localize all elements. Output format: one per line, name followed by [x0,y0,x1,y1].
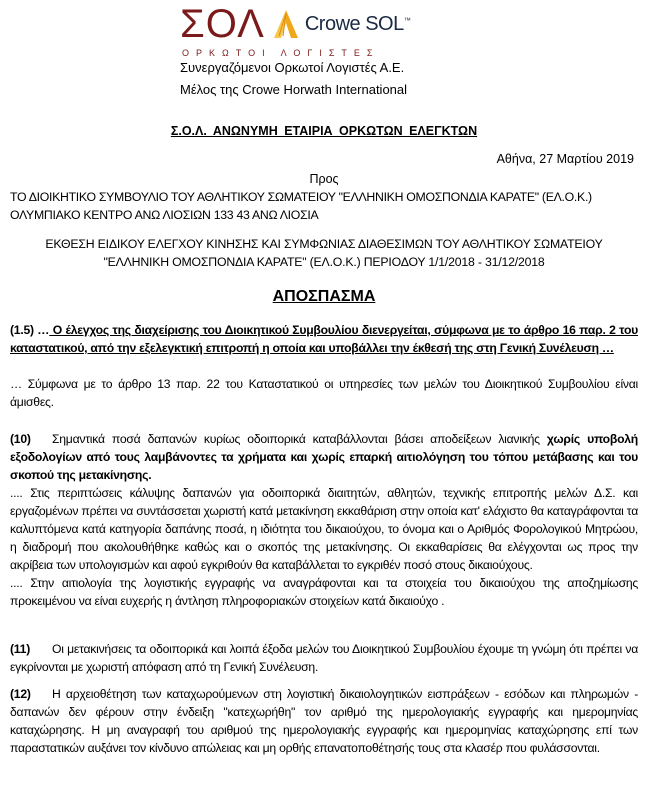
section-10-recommendation: .... Στις περιπτώσεις κάλυψης δαπανών για οδοιπορικά διαιτητών, αθλητών, τεχνικής επιτροπής μελών Δ.Σ. και εργαζομένων πρέπει να συντάσσεται χωριστή κατά μετακίνηση εκκαθάριση στην οποία κατ' ελάχιστο θα καταγράφονται τα καλυπτόμενα κατά κατηγορία δαπάνης ποσά, η ιδιότητα του δικαιούχου, το όνομα και ο Αριθμός Φορολογικού Μητρώου, η διαδρομή που ακολουθήθηκε καθώς και ο σκοπός της μετακίνησης. Οι εκκαθαρίσεις θα ελέγχονται ως προς την ακρίβεια των υπολογισμών και αφού εγκριθούν θα καταβάλλεται το εγκριθέν ποσό στους δικαιούχους. [10,486,638,572]
recipient-line-2: ΟΛΥΜΠΙΑΚΟ ΚΕΝΤΡΟ ΑΝΩ ΛΙΟΣΙΩΝ 133 43 ΑΝΩ ΛΙΟΣΙΑ [10,208,319,222]
section-emphasis: χωρίς υποβολή εξοδολογίων από τους λαμβάνοντες τα χρήματα και χωρίς επαρκή αιτιολόγηση του τόπου μετάβασης και του σκοπού της μετακίνησης. [10,432,638,482]
section-number: (1.5) … [10,323,50,337]
section-11 [10,640,638,676]
section-text: Οι μετακινήσεις τα οδοιπορικά και λοιπά έξοδα μελών του Διοικητικού Συμβουλίου έχουμε τη γνώμη ότι πρέπει να εγκρίνονται με χωριστή απόφαση από τη Γενική Συνέλευση. [10,642,638,674]
crowe-sol-brand [305,13,410,36]
section-number: (10) [10,432,31,446]
section-10 [10,430,638,610]
section-1-5 [10,321,638,357]
section-number: (12) [10,687,31,701]
section-number: (11) [10,642,31,656]
to-label: Προς [309,172,339,186]
section-emphasis: Ο έλεγχος της διαχείρισης του Διοικητικού Συμβουλίου διενεργείται, σύμφωνα με το άρθρο 16 παρ. 2 του καταστατικού, από την εξελεγκτική επιτροπή η οποία και υποβάλλει την έκθεσή της στη Γενική Συνέλευση … [10,323,638,355]
section-text: Η αρχειοθέτηση των καταχωρούμενων στη λογιστική δικαιολογητικών εισπράξεων - εσόδων και πληρωμών - δαπανών δεν φέρουν στην ένδειξη "κατεχωρήθη" τον αριθμό της ημερολογιακής εγγραφής και ημερομηνίας καταχώρησης. Η μη αναγραφή του αριθμού της ημερολογιακής εγγραφής και ημερομηνίας καταχώρησης επί των παραστατικών αυξάνει τον κίνδυνο απώλειας και μη ορθής επανατοποθέτησής τους στα κλασέρ που φυλάσσονται. [10,687,638,755]
report-title-line-1: ΕΚΘΕΣΗ ΕΙΔΙΚΟΥ ΕΛΕΓΧΟΥ ΚΙΝΗΣΗΣ ΚΑΙ ΣΥΜΦΩΝΙΑΣ ΔΙΑΘΕΣΙΜΩΝ ΤΟΥ ΑΘΛΗΤΙΚΟΥ ΣΩΜΑΤΕΙΟΥ [45,237,603,251]
company-logo [180,4,410,44]
brand-tm: ™ [403,16,411,24]
brand-text: Crowe SOL [304,12,404,35]
section-10-note: .... Στην αιτιολογία της λογιστικής εγγραφής να αναγράφονται και τα στοιχεία του δικαιούχου της αποζημίωσης προκειμένου να είναι ευχερής η άντληση πληροφοριακών στοιχείων κατά δικαιούχο . [10,576,638,608]
company-title: Σ.Ο.Λ. ΑΝΩΝΥΜΗ ΕΤΑΙΡΙΑ ΟΡΚΩΤΩΝ ΕΛΕΓΚΤΩΝ [170,124,478,138]
crowe-mark-icon [273,9,299,39]
firm-membership: Μέλος της Crowe Horwath International [180,82,408,97]
firm-name: Συνεργαζόμενοι Ορκωτοί Λογιστές Α.Ε. [180,60,405,75]
report-title-line-2: "ΕΛΛΗΝΙΚΗ ΟΜΟΣΠΟΝΔΙΑ ΚΑΡΑΤΕ" (ΕΛ.Ο.Κ.) ΠΕΡΙΟΔΟΥ 1/1/2018 - 31/12/2018 [103,255,545,269]
recipient-line-1: ΤΟ ΔΙΟΙΚΗΤΙΚΟ ΣΥΜΒΟΥΛΙΟ ΤΟΥ ΑΘΛΗΤΙΚΟΥ ΣΩΜΑΤΕΙΟΥ "ΕΛΛΗΝΙΚΗ ΟΜΟΣΠΟΝΔΙΑ ΚΑΡΑΤΕ" (ΕΛ.Ο.Κ.) [10,190,592,204]
excerpt-heading: ΑΠΟΣΠΑΣΜΑ [272,288,376,305]
document-date: Αθήνα, 27 Μαρτίου 2019 [496,152,634,166]
section-intro: Σημαντικά ποσά δαπανών κυρίως οδοιπορικά καταβάλλονται βάσει αποδείξεων λιανικής [52,432,547,446]
logo-tagline: ΟΡΚΩΤΟΙ ΛΟΓΙΣΤΕΣ [182,48,380,58]
section-12 [10,685,638,757]
section-1-5-note: … Σύμφωνα με το άρθρο 13 παρ. 22 του Καταστατικού οι υπηρεσίες των μελών του Διοικητικού Συμβουλίου είναι άμισθες. [10,377,638,409]
logo-sol-text: ΣΟΛ [180,2,265,46]
